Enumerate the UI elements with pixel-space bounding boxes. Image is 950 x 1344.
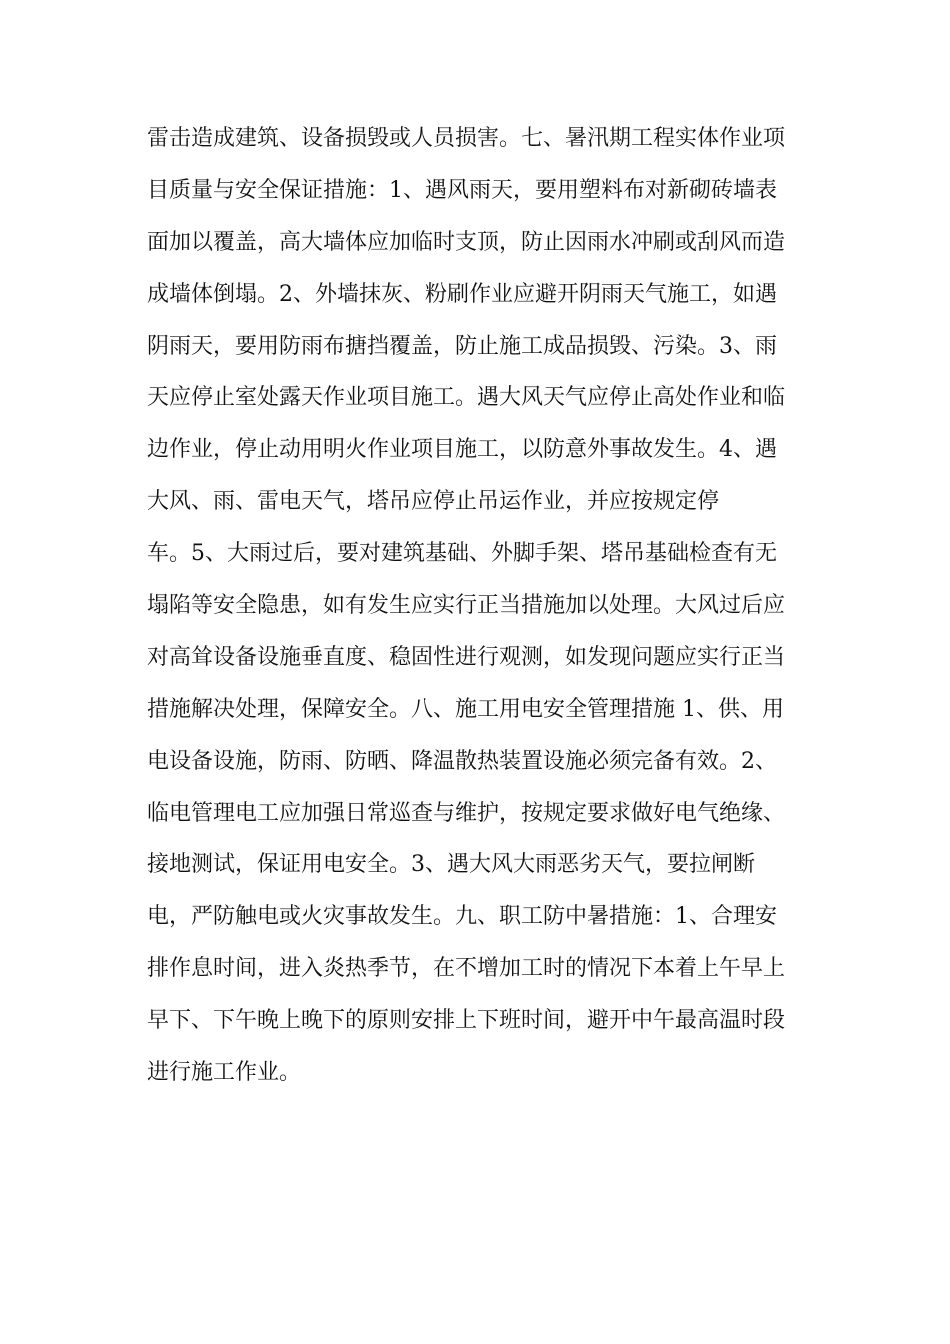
text-line: 车。5、大雨过后，要对建筑基础、外脚手架、塔吊基础检查有无 xyxy=(147,541,777,567)
text-line: 成墙体倒塌。2、外墙抹灰、粉刷作业应避开阴雨天气施工，如遇 xyxy=(147,281,777,307)
text-line: 进行施工作业。 xyxy=(147,1060,302,1086)
text-line: 阴雨天，要用防雨布搪挡覆盖，防止施工成品损毁、污染。3、雨 xyxy=(147,333,777,359)
text-line: 排作息时间，进入炎热季节，在不增加工时的情况下本着上午早上 xyxy=(147,956,786,982)
text-line: 天应停止室处露天作业项目施工。遇大风天气应停止高处作业和临 xyxy=(147,385,786,411)
text-line: 雷击造成建筑、设备损毁或人员损害。七、暑汛期工程实体作业项 xyxy=(147,126,786,151)
text-line: 边作业，停止动用明火作业项目施工，以防意外事故发生。4、遇 xyxy=(147,437,777,463)
text-line: 电设备设施，防雨、防晒、降温散热装置设施必须完备有效。2、 xyxy=(147,748,777,774)
body-text xyxy=(147,118,807,1104)
text-line: 电，严防触电或火灾事故发生。九、职工防中暑措施：1、合理安 xyxy=(147,904,777,930)
text-line: 目质量与安全保证措施：1、遇风雨天，要用塑料布对新砌砖墙表 xyxy=(147,177,777,203)
text-line: 大风、雨、雷电天气，塔吊应停止吊运作业，并应按规定停 xyxy=(147,489,720,515)
text-line: 对高耸设备设施垂直度、稳固性进行观测，如发现问题应实行正当 xyxy=(147,644,786,670)
text-line: 措施解决处理，保障安全。八、施工用电安全管理措施 1、供、用 xyxy=(147,696,784,722)
text-line: 塌陷等安全隐患，如有发生应实行正当措施加以处理。大风过后应 xyxy=(147,593,786,619)
text-line: 早下、下午晚上晚下的原则安排上下班时间，避开中午最高温时段 xyxy=(147,1008,786,1034)
text-line: 接地测试，保证用电安全。3、遇大风大雨恶劣天气，要拉闸断 xyxy=(147,852,755,878)
text-line: 面加以覆盖，高大墙体应加临时支顶，防止因雨水冲刷或刮风而造 xyxy=(147,229,786,255)
text-line: 临电管理电工应加强日常巡查与维护，按规定要求做好电气绝缘、 xyxy=(147,800,786,826)
